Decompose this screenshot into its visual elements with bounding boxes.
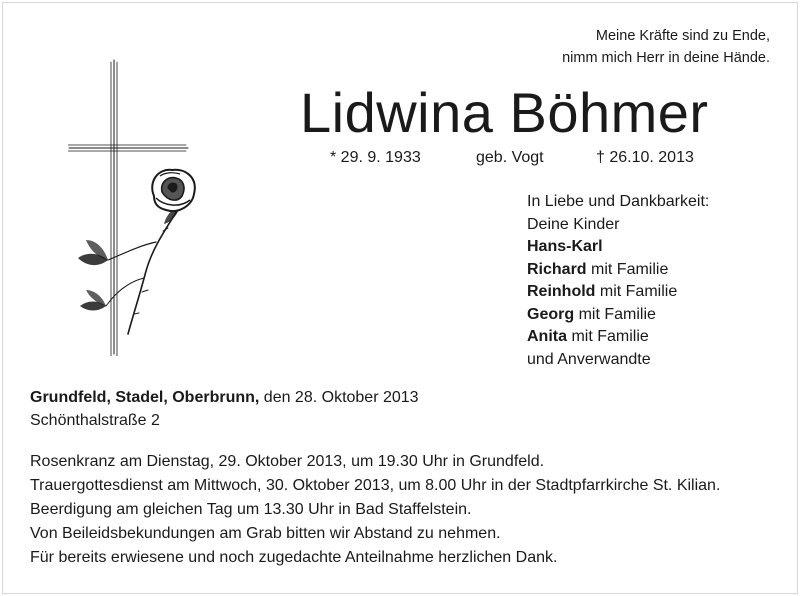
cross-with-rose-icon	[68, 56, 208, 356]
deceased-name: Lidwina Böhmer	[300, 81, 709, 144]
mourner-entry	[527, 259, 787, 282]
mourner-name: Richard	[527, 260, 587, 278]
note-rosary: Rosenkranz am Dienstag, 29. Oktober 2013, um 19.30 Uhr in Grundfeld.	[30, 453, 545, 470]
funeral-notes	[30, 450, 780, 570]
place-date: den 28. Oktober 2013	[259, 389, 419, 406]
motto-line: nimm mich Herr in deine Hände.	[562, 50, 770, 66]
birth-date: * 29. 9. 1933	[330, 149, 421, 166]
note-condolences: Von Beileidsbekundungen am Grab bitten wir Abstand zu nehmen.	[30, 525, 501, 542]
mourner-entry	[527, 326, 787, 349]
maiden-name: geb. Vogt	[476, 149, 544, 166]
motto-line: Meine Kräfte sind zu Ende,	[595, 28, 770, 44]
motto-verse	[470, 25, 770, 69]
mourner-suffix: mit Familie	[586, 260, 669, 278]
mourner-suffix: mit Familie	[567, 328, 649, 345]
mourner-name: Anita	[527, 328, 567, 345]
mourner-entry	[527, 281, 787, 304]
note-thanks: Für bereits erwiesene und noch zugedachte Anteilnahme herzlichen Dank.	[30, 549, 558, 566]
mourners-children-label: Deine Kinder	[527, 215, 620, 233]
place-and-date	[30, 387, 770, 432]
mourner-suffix: mit Familie	[595, 283, 678, 300]
place-line	[30, 387, 770, 410]
mourners-list	[527, 191, 787, 371]
mourner-entry	[527, 304, 787, 327]
mourner-suffix: mit Familie	[574, 305, 656, 323]
place-towns: Grundfeld, Stadel, Oberbrunn,	[30, 389, 260, 406]
mourner-name: Georg	[527, 305, 575, 323]
street-address: Schönthalstraße 2	[30, 411, 160, 429]
note-service: Trauergottesdienst am Mittwoch, 30. Oktober 2013, um 8.00 Uhr in der Stadtpfarrkirche St. Kilian.	[30, 477, 721, 494]
mourner-name: Reinhold	[527, 283, 596, 300]
note-burial: Beerdigung am gleichen Tag um 13.30 Uhr in Bad Staffelstein.	[30, 501, 472, 518]
mourner-entry	[527, 236, 787, 259]
mourner-name: Hans-Karl	[527, 238, 603, 255]
mourners-intro: In Liebe und Dankbarkeit:	[527, 193, 710, 210]
death-date: † 26.10. 2013	[596, 149, 694, 166]
mourners-closing: und Anverwandte	[527, 350, 651, 368]
